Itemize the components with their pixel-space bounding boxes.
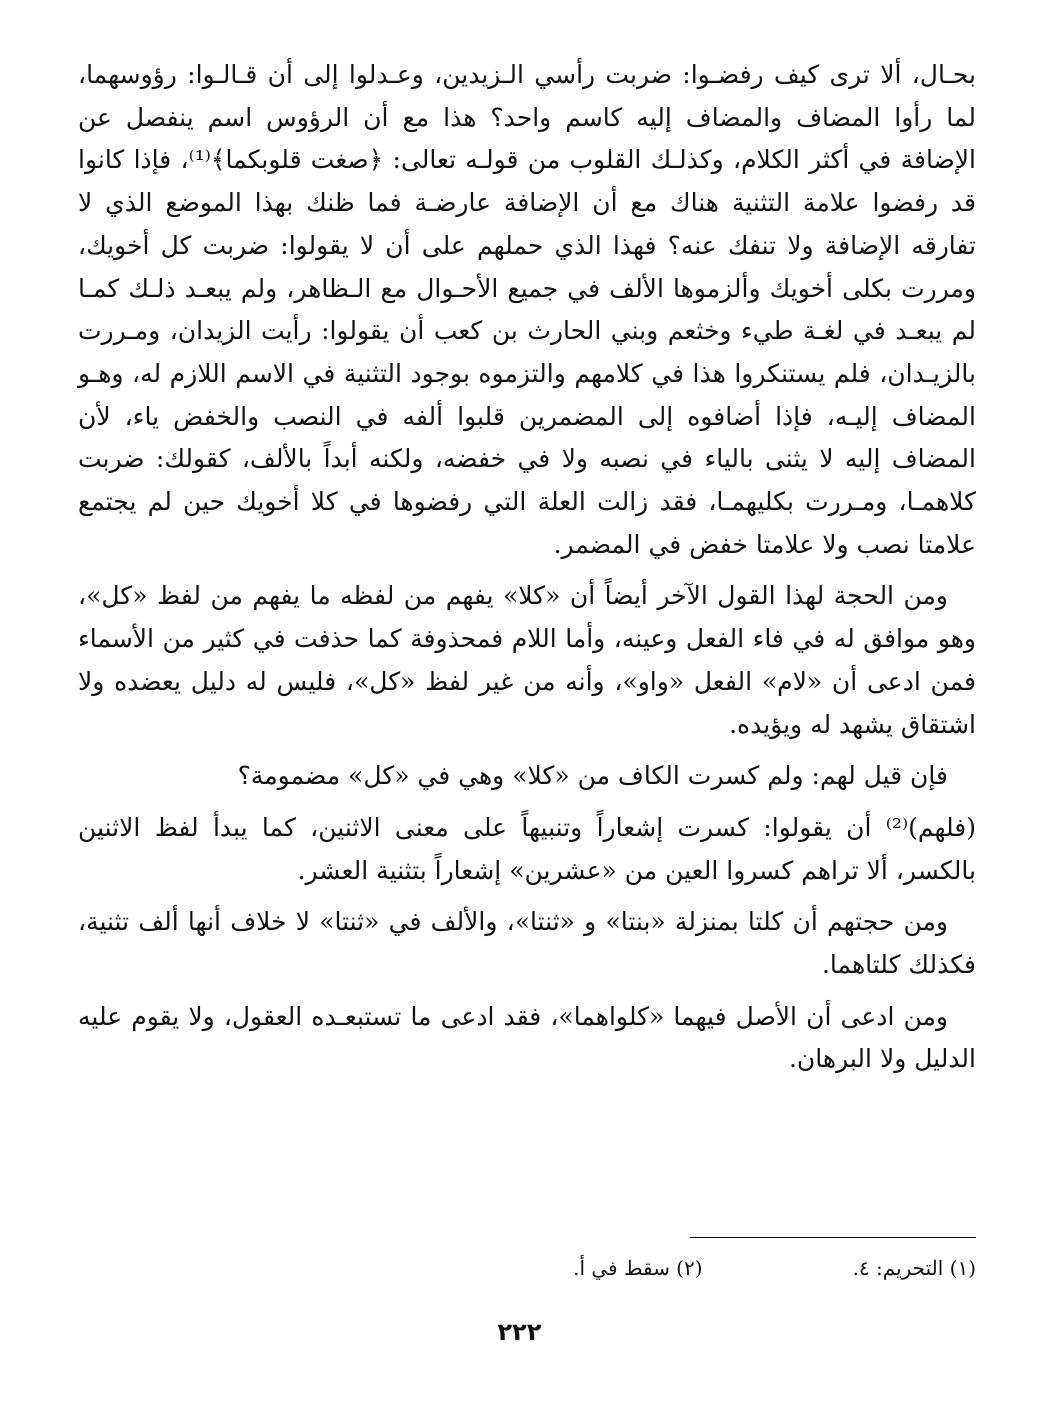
paragraph-1: بحـال، ألا ترى كيف رفضـوا: ضربت رأسي الـزيدين، وعـدلوا إلى أن قـالـوا: رؤوسهما، لما رأوا المضاف والمضاف إليه كاسم واحد؟ هذا مع أن الرؤوس اسم ينفصل عن الإضافة في أكثر الكلام، وكذلـك القلوب من قولـه تعالى: ﴿صغت قلوبكما﴾⁽¹⁾، فإذا كانوا قد رفضوا علامة التثنية هناك مع أن الإضافة عارضـة فما ظنك بهذا الموضع الذي لا تفارقه الإضافة ولا تنفك عنه؟ فهذا الذي حملهم على أن لا يقولوا: ضربت كل أخويك، ومررت بكلى أخويك وألزموها الألف في جميع الأحـوال مع الـظاهر، ولم يبعـد ذلـك كمـا لم يبعـد في لغـة طيء وخثعم وبني الحارث بن كعب أن يقولوا: رأيت الزيدان، ومـررت بالزيـدان، فلم يستنكروا هذا في كلامهم والتزموه بوجود التثنية في الاسم اللازم له، وهـو المضاف إليـه، فإذا أضافوه إلى المضمرين قلبوا ألفه في النصب والخفض ياء، لأن المضاف إليه لا يثنى بالياء في نصبه ولا في خفضه، ولكنه أبداً بالألف، كقولك: ضربت كلاهمـا، ومـررت بكليهمـا، فقد زالت العلة التي رفضوها في كلا أخويك حين لم يجتمع علامتا نصب ولا علامتا خفض في المضمر.: [78, 60, 976, 559]
footnote-2: (٢) سقط في أ.: [573, 1256, 703, 1280]
footnote-separator: [690, 1237, 976, 1238]
paragraph-3: فإن قيل لهم: ولم كسرت الكاف من «كلا» وهي في «كل» مضمومة؟: [237, 761, 948, 791]
paragraph-6: ومن ادعى أن الأصل فيهما «كلواهما»، فقد ادعى ما تستبعـده العقول، ولا يقوم عليه الدليل ولا البرهان.: [78, 1001, 976, 1074]
main-text: [78, 54, 976, 1081]
paragraph-4: (فلهم)⁽²⁾ أن يقولوا: كسرت إشعاراً وتنبيهاً على معنى الاثنين، كما يبدأ لفظ الاثنين بالكسر، ألا تراهم كسروا العين من «عشرين» إشعاراً بتثنية العشر.: [78, 812, 976, 885]
paragraph-2: ومن الحجة لهذا القول الآخر أيضاً أن «كلا» يفهم من لفظه ما يفهم من لفظ «كل»، وهو موافق له في فاء الفعل وعينه، وأما اللام فمحذوفة كما حذفت في كثير من الأسماء فمن ادعى أن «لام» الفعل «واو»، وأنه من غير لفظ «كل»، فليس له دليل يعضده ولا اشتقاق يشهد له ويؤيده.: [78, 581, 976, 739]
footnote-1: (١) التحريم: ٤.: [852, 1256, 976, 1280]
page-number: ٢٢٢: [497, 1318, 542, 1346]
footnotes: [330, 1255, 976, 1281]
paragraph-5: ومن حجتهم أن كلتا بمنزلة «بنتا» و «ثنتا»، والألف في «ثنتا» لا خلاف أنها ألف تثنية، فكذلك كلتاهما.: [78, 907, 976, 980]
